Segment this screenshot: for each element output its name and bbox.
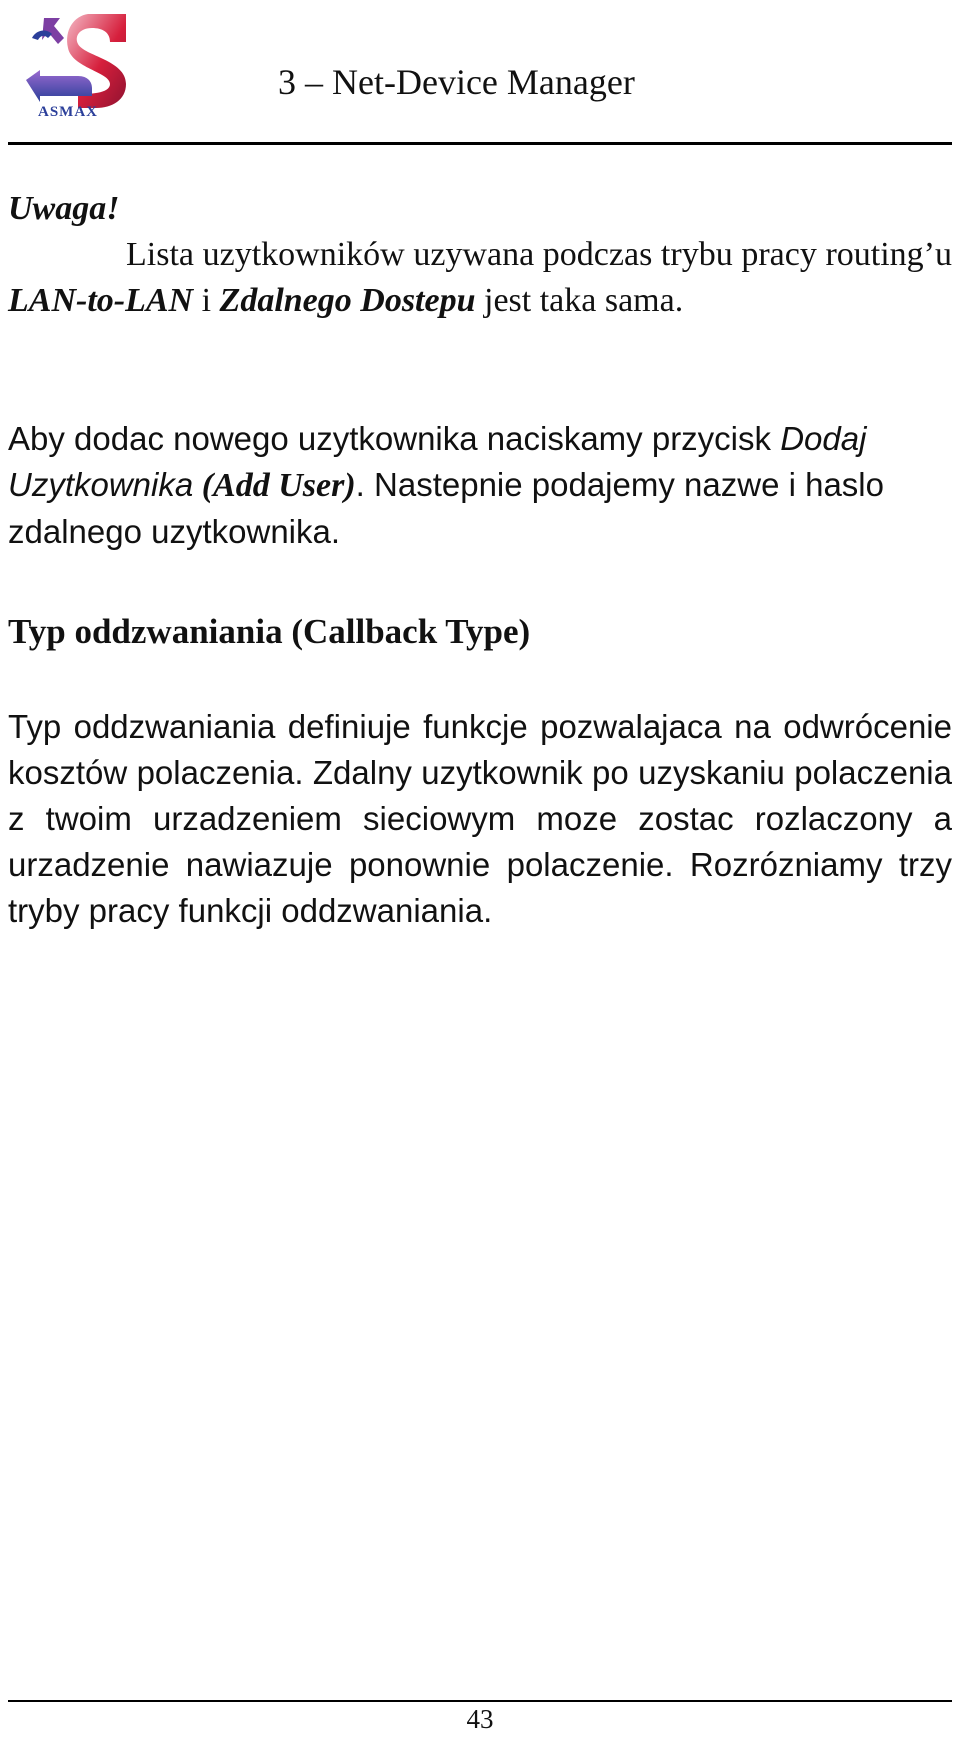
header-divider <box>8 142 952 145</box>
note-label: Uwaga! <box>8 190 120 227</box>
asmax-logo-graphic <box>18 8 136 120</box>
note-remote-access: Zdalnego Dostepu <box>219 282 476 319</box>
note-text-2: i <box>193 282 220 319</box>
add-user-button-name-en: (Add User) <box>193 467 356 504</box>
footer-divider <box>8 1700 952 1702</box>
callback-paragraph: Typ oddzwaniania definiuje funkcje pozwalajaca na odwrócenie kosztów polaczenia. Zdalny uzytkownik po uzyskaniu polaczenia z twoim urzadzeniem sieciowym moze zostac rozlaczony a urzadzenie nawiazuje ponownie polaczenie. Rozrózniamy trzy tryby pracy funkcji oddzwaniania. <box>8 708 952 929</box>
page-number: 43 <box>466 1704 494 1734</box>
add-user-paragraph <box>8 416 952 555</box>
page-header-title: 3 – Net-Device Manager <box>278 62 635 102</box>
note-paragraph <box>8 186 952 324</box>
add-user-text-2: . Nastepnie podajemy nazwe i haslo zdalnego uzytkownika. <box>8 466 884 550</box>
add-user-button-name: Dodaj Uzytkownika <box>8 420 867 503</box>
add-user-text-1: Aby dodac nowego uzytkownika naciskamy przycisk <box>8 420 781 457</box>
section-heading: Typ oddzwaniania (Callback Type) <box>8 612 531 651</box>
note-lan-to-lan: LAN-to-LAN <box>8 282 194 319</box>
note-text-3: jest taka sama. <box>475 282 684 319</box>
logo-lettering: ASMAX <box>38 104 98 120</box>
asmax-logo <box>18 8 136 120</box>
note-text-1: Lista uzytkowników uzywana podczas trybu pracy routing’u <box>126 236 952 273</box>
